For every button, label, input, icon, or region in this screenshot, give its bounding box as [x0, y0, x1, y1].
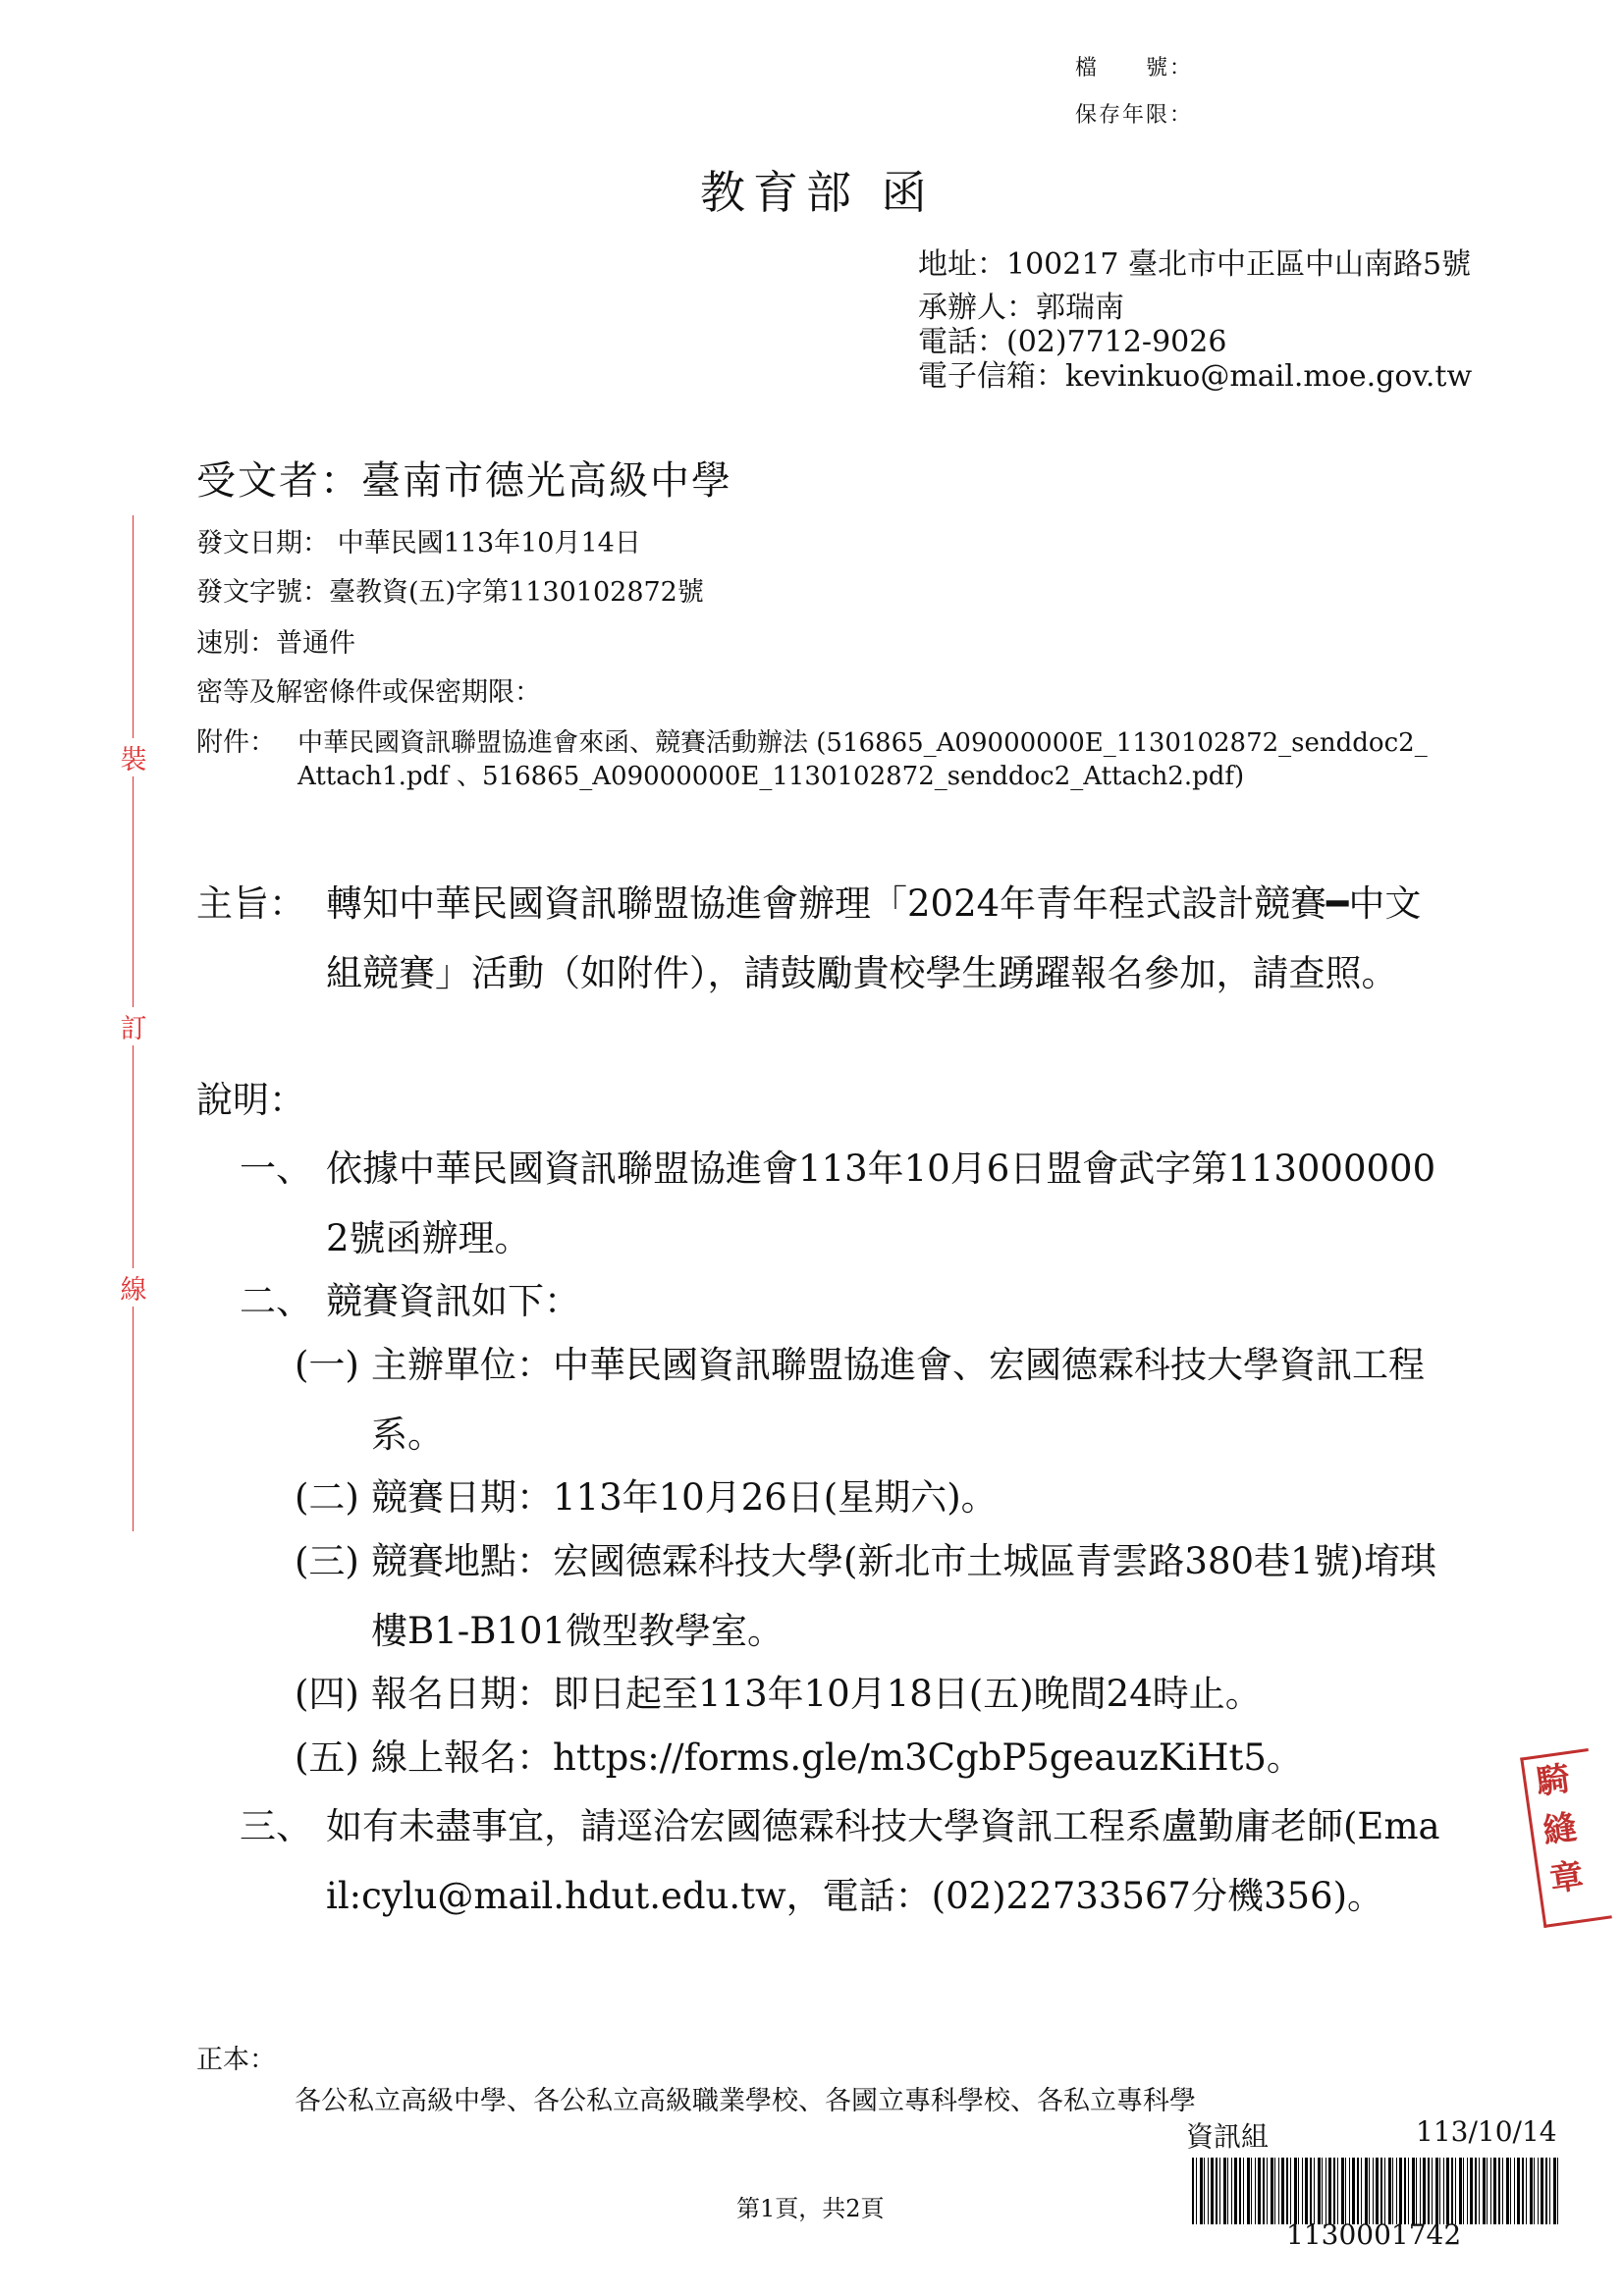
- sub-3-number: (三): [295, 1540, 359, 1582]
- attachment-list: 中華民國資訊聯盟協進會來函、競賽活動辦法 (516865_A09000000E_1130102872_senddoc2_Attach1.pdf 、516865_A09000000E_1130102872_senddoc2_Attach2.pdf): [298, 728, 1428, 791]
- cc-recipients: 各公私立高級中學、各公私立高級職業學校、各國立專科學校、各私立專科學: [295, 2086, 1196, 2116]
- item-1-text: 依據中華民國資訊聯盟協進會113年10月6日盟會武字第1130000002號函辦理。: [326, 1148, 1436, 1259]
- item-3-number: 三、: [240, 1805, 312, 1847]
- item-2-number: 二、: [240, 1280, 312, 1322]
- sub-1-text: 主辦單位：中華民國資訊聯盟協進會、宏國德霖科技大學資訊工程系。: [371, 1344, 1425, 1456]
- item-3-text: 如有未盡事宜，請逕洽宏國德霖科技大學資訊工程系盧勤庸老師(Email:cylu@mail.hdut.edu.tw，電話：(02)22733567分機356)。: [326, 1805, 1440, 1917]
- sub-4-number: (四): [295, 1673, 359, 1715]
- sub-5-number: (五): [295, 1736, 359, 1779]
- item-2-text: 競賽資訊如下：: [326, 1280, 580, 1322]
- binding-mark-ding: 訂: [120, 1007, 147, 1045]
- attachment-label: 附件：: [196, 727, 276, 758]
- sub-4-text: 報名日期：即日起至113年10月18日(五)晚間24時止。: [371, 1673, 1262, 1715]
- page-number: 第1頁，共2頁: [736, 2195, 885, 2222]
- recipient: 受文者：臺南市德光高級中學: [196, 458, 732, 504]
- handler-name: 承辦人：郭瑞南: [918, 291, 1124, 325]
- receipt-unit: 資訊組: [1186, 2120, 1270, 2153]
- file-number-label: 檔 號：: [1075, 56, 1194, 80]
- receipt-number: 1130001742: [1286, 2218, 1462, 2251]
- subject-label: 主旨：: [196, 882, 305, 925]
- sub-3-text: 競賽地點：宏國德霖科技大學(新北市土城區青雲路380巷1號)堉琪樓B1-B101微型教學室。: [371, 1540, 1437, 1652]
- receipt-date: 113/10/14: [1416, 2115, 1557, 2148]
- receipt-barcode: [1192, 2158, 1559, 2224]
- delivery-speed: 速別：普通件: [196, 628, 355, 659]
- seam-seal-stamp: 騎縫章: [1520, 1748, 1612, 1928]
- cc-label: 正本：: [196, 2045, 276, 2075]
- item-1-number: 一、: [240, 1148, 312, 1190]
- subject-text: 轉知中華民國資訊聯盟協進會辦理「2024年青年程式設計競賽━中文組競賽」活動（如附件），請鼓勵貴校學生踴躍報名參加，請查照。: [326, 882, 1422, 994]
- handler-email: 電子信箱：kevinkuo@mail.moe.gov.tw: [918, 359, 1473, 394]
- explanation-label: 說明：: [196, 1079, 305, 1121]
- sub-2-number: (二): [295, 1476, 359, 1519]
- secrecy-level: 密等及解密條件或保密期限：: [196, 677, 541, 708]
- issue-date: 發文日期： 中華民國113年10月14日: [196, 528, 641, 559]
- binding-mark-xian: 線: [120, 1268, 147, 1307]
- sub-5-text: 線上報名：https://forms.gle/m3CgbP5geauzKiHt5。: [371, 1736, 1303, 1779]
- handler-phone: 電話：(02)7712-9026: [918, 325, 1227, 359]
- retention-period-label: 保存年限：: [1075, 103, 1194, 128]
- document-title: 教育部 函: [700, 166, 935, 219]
- document-number: 發文字號：臺教資(五)字第1130102872號: [196, 577, 704, 608]
- sub-2-text: 競賽日期：113年10月26日(星期六)。: [371, 1476, 998, 1519]
- sub-1-number: (一): [295, 1344, 359, 1386]
- binding-mark-zhuang: 裝: [120, 738, 147, 776]
- sender-address: 地址：100217 臺北市中正區中山南路5號: [918, 247, 1472, 282]
